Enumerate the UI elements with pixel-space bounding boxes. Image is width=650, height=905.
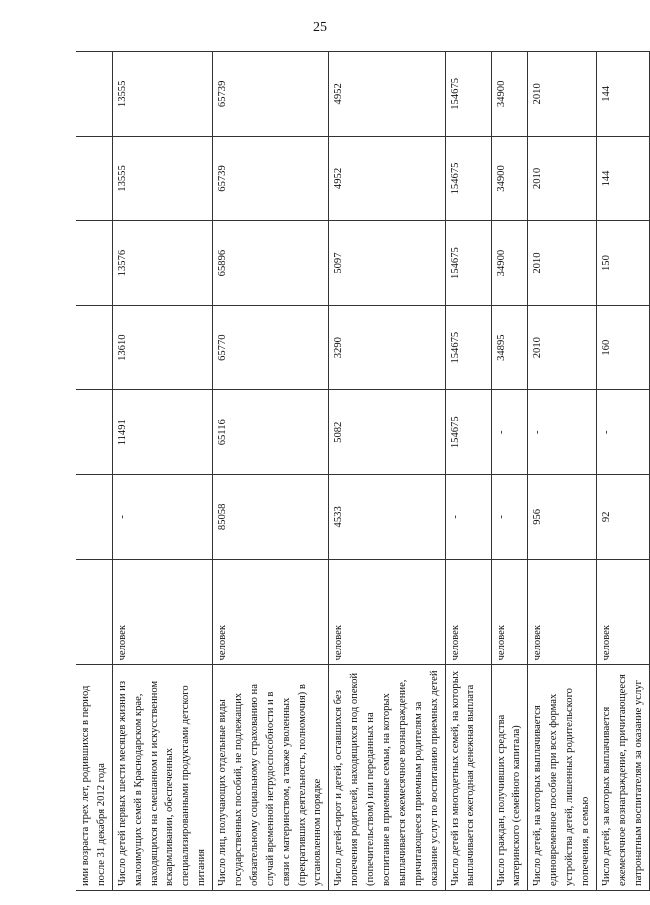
value-cell: 154675 <box>445 221 491 306</box>
indicators-table <box>76 51 650 891</box>
table-row <box>112 52 212 891</box>
indicator-cell: Число детей, на которых выплачивается единовременное пособие при всех формах устройства детей, лишенных родительского попечения, в семью <box>528 665 597 891</box>
indicator-cell: Число детей из многодетных семей, на которых выплачивается ежегодная денежная выплата <box>445 665 491 891</box>
table-row <box>445 52 491 891</box>
value-cell: - <box>445 475 491 560</box>
value-cell: 2010 <box>528 221 597 306</box>
value-cell: 2010 <box>528 52 597 137</box>
value-cell: - <box>528 390 597 475</box>
value-cell: 65770 <box>213 305 329 390</box>
value-cell: - <box>596 390 649 475</box>
value-cell: 13610 <box>112 305 212 390</box>
value-cell: 2010 <box>528 136 597 221</box>
unit-cell: человек <box>596 559 649 665</box>
unit-cell: человек <box>213 559 329 665</box>
table-row <box>329 52 445 891</box>
indicator-cell: Число детей-сирот и детей, оставшихся без попечения родителей, находящихся под опекой (попечительством) или переданных на воспитание в приемные семьи, на которых выплачивается ежемесячное вознаграждение, причитающееся приемным родителям за оказание услуг по воспитанию приемных детей <box>329 665 445 891</box>
value-cell: 5097 <box>329 221 445 306</box>
value-cell: 5082 <box>329 390 445 475</box>
value-cell: 154675 <box>445 305 491 390</box>
value-cell: 92 <box>596 475 649 560</box>
value-cell: 13555 <box>112 52 212 137</box>
value-cell: 65739 <box>213 136 329 221</box>
indicator-cell: ими возраста трех лет, родившихся в период после 31 декабря 2012 года <box>76 665 112 891</box>
page-number: 25 <box>313 20 327 35</box>
value-cell: 144 <box>596 52 649 137</box>
indicator-cell: Число детей первых шести месяцев жизни из малоимущих семей в Краснодарском крае, находящихся на смешанном и искусственном вскармливании, обеспеченных специализированными продуктами детского питания <box>112 665 212 891</box>
value-cell: 2010 <box>528 305 597 390</box>
value-cell: 154675 <box>445 136 491 221</box>
value-cell: 11491 <box>112 390 212 475</box>
value-cell: - <box>491 475 528 560</box>
unit-cell: человек <box>445 559 491 665</box>
indicator-cell: Число детей, за которых выплачивается ежемесячное вознаграждение, причитающееся патронатным воспитателям за оказание услуг <box>596 665 649 891</box>
value-cell: 3290 <box>329 305 445 390</box>
unit-cell: человек <box>491 559 528 665</box>
table-row <box>528 52 597 891</box>
rotated-table-container <box>76 51 644 891</box>
value-cell: 150 <box>596 221 649 306</box>
value-cell: 65896 <box>213 221 329 306</box>
value-cell: - <box>112 475 212 560</box>
table-row <box>491 52 528 891</box>
table-row <box>213 52 329 891</box>
value-cell: - <box>491 390 528 475</box>
value-cell: 160 <box>596 305 649 390</box>
table-row <box>596 52 649 891</box>
value-cell: 85058 <box>213 475 329 560</box>
unit-cell: человек <box>112 559 212 665</box>
value-cell: 956 <box>528 475 597 560</box>
table-row-continuation <box>76 52 112 891</box>
value-cell: 13576 <box>112 221 212 306</box>
value-cell: 13555 <box>112 136 212 221</box>
value-cell: 34895 <box>491 305 528 390</box>
value-cell: 4533 <box>329 475 445 560</box>
value-cell: 4952 <box>329 136 445 221</box>
unit-cell: человек <box>528 559 597 665</box>
value-cell: 144 <box>596 136 649 221</box>
value-cell: 65739 <box>213 52 329 137</box>
value-cell: 154675 <box>445 52 491 137</box>
value-cell: 154675 <box>445 390 491 475</box>
indicator-cell: Число лиц, получающих отдельные виды государственных пособий, не подлежащих обязательному социальному страхованию на случай временной нетрудоспособности и в связи с материнством, а также уволенных (прекративших деятельность, полномочия) в установленном порядке <box>213 665 329 891</box>
value-cell: 4952 <box>329 52 445 137</box>
value-cell: 34900 <box>491 136 528 221</box>
value-cell: 34900 <box>491 52 528 137</box>
value-cell: 34900 <box>491 221 528 306</box>
indicator-cell: Число граждан, получивших средства материнского (семейного капитала) <box>491 665 528 891</box>
unit-cell: человек <box>329 559 445 665</box>
value-cell: 65116 <box>213 390 329 475</box>
